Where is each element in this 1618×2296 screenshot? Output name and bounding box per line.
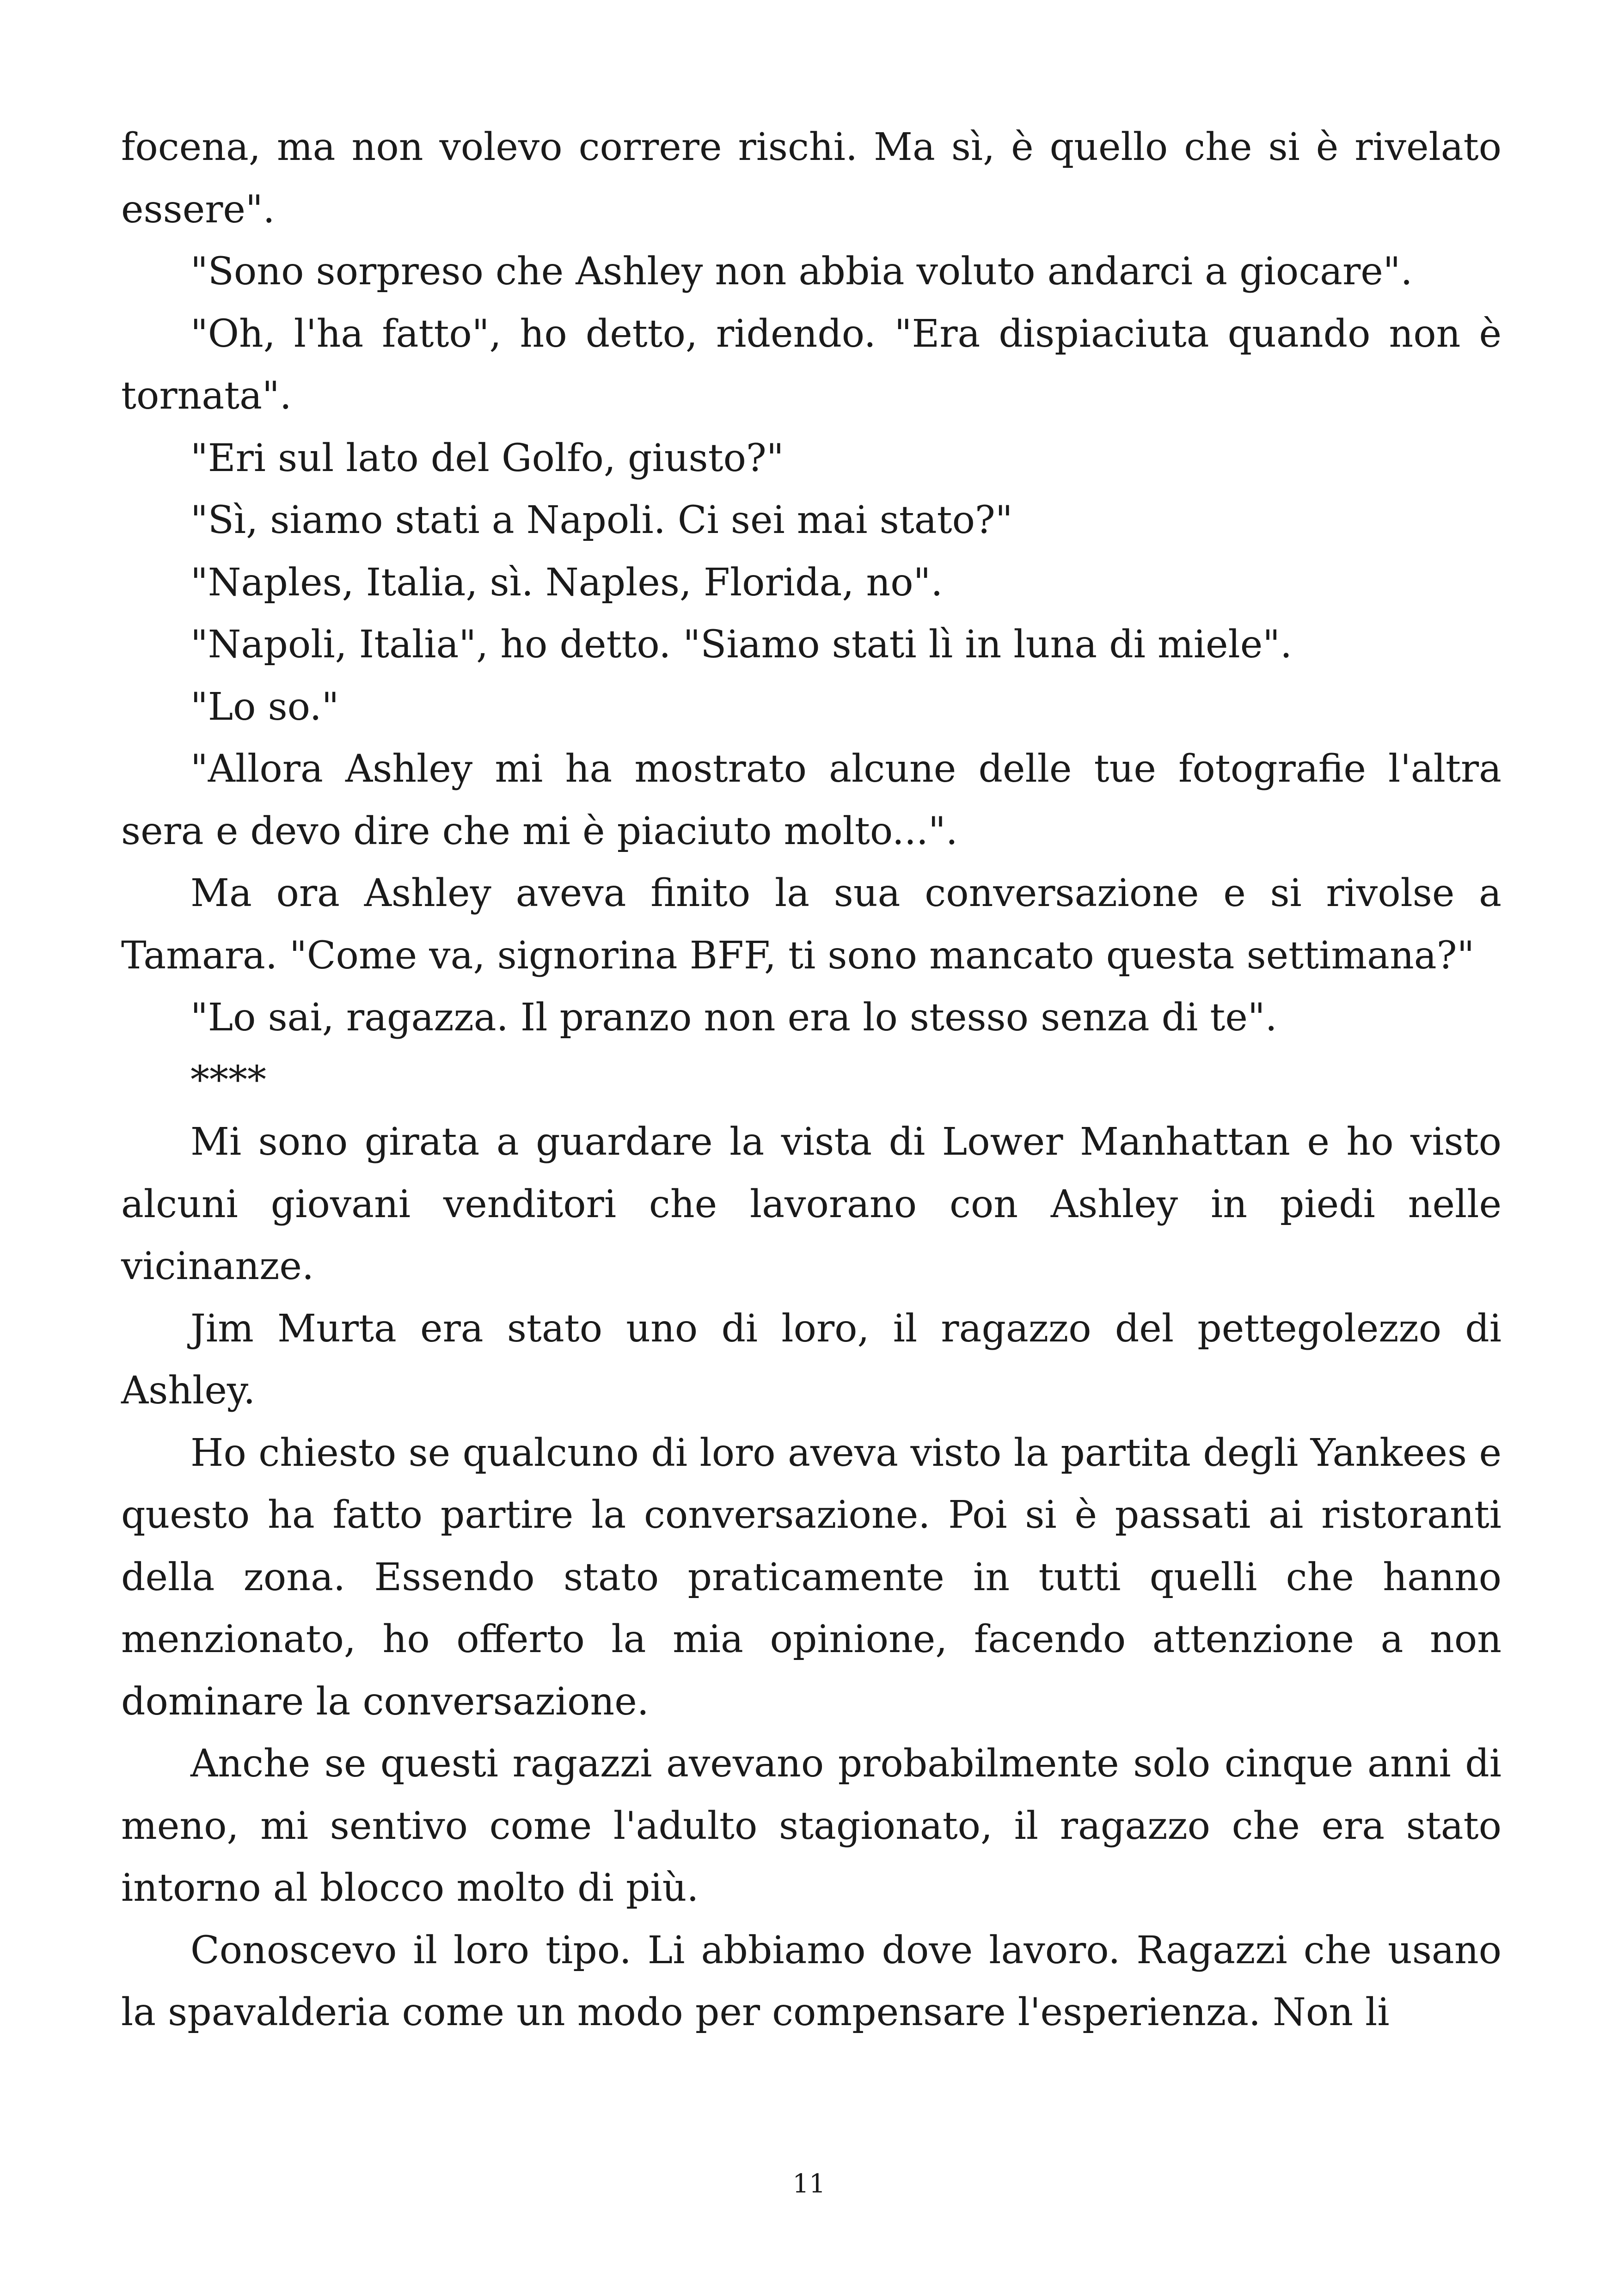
paragraph: "Sì, siamo stati a Napoli. Ci sei mai stato?" [190,498,1013,542]
paragraph: Conoscevo il loro tipo. Li abbiamo dove lavoro. Ragazzi che usano la spavalderia come un modo per compensare l'esperienza. Non li [121,1928,1502,2034]
paragraph: Ho chiesto se qualcuno di loro aveva visto la partita degli Yankees e questo ha fatto partire la conversazione. Poi si è passati ai ristoranti della zona. Essendo stato praticamente in tutti quelli che hanno menzionato, ho offerto la mia opinione, facendo attenzione a non dominare la conversazione. [121,1431,1502,1724]
paragraph: "Sono sorpreso che Ashley non abbia voluto andarci a giocare". [190,250,1413,294]
page-number: 11 [792,2169,826,2199]
paragraph: "Lo so." [190,685,339,729]
paragraph: "Napoli, Italia", ho detto. "Siamo stati lì in luna di miele". [190,623,1293,667]
paragraph: "Lo sai, ragazza. Il pranzo non era lo stesso senza di te". [190,996,1277,1040]
scene-break: **** [190,1058,266,1102]
paragraph: "Eri sul lato del Golfo, giusto?" [190,436,784,480]
paragraph: Ma ora Ashley aveva finito la sua conversazione e si rivolse a Tamara. "Come va, signorina BFF, ti sono mancato questa settimana?" [121,871,1502,978]
paragraph: focena, ma non volevo correre rischi. Ma sì, è quello che si è rivelato essere". [121,125,1502,232]
paragraph: Anche se questi ragazzi avevano probabilmente solo cinque anni di meno, mi sentivo come l'adulto stagionato, il ragazzo che era stato intorno al blocco molto di più. [121,1742,1502,1910]
paragraph: "Oh, l'ha fatto", ho detto, ridendo. "Era dispiaciuta quando non è tornata". [121,312,1502,418]
paragraph: Mi sono girata a guardare la vista di Lower Manhattan e ho visto alcuni giovani venditori che lavorano con Ashley in piedi nelle vicinanze. [121,1120,1502,1288]
paragraph: "Naples, Italia, sì. Naples, Florida, no". [190,560,943,605]
paragraph: "Allora Ashley mi ha mostrato alcune delle tue fotografie l'altra sera e devo dire che mi è piaciuto molto...". [121,747,1502,853]
body-text [121,116,1502,2044]
paragraph: Jim Murta era stato uno di loro, il ragazzo del pettegolezzo di Ashley. [121,1306,1502,1413]
